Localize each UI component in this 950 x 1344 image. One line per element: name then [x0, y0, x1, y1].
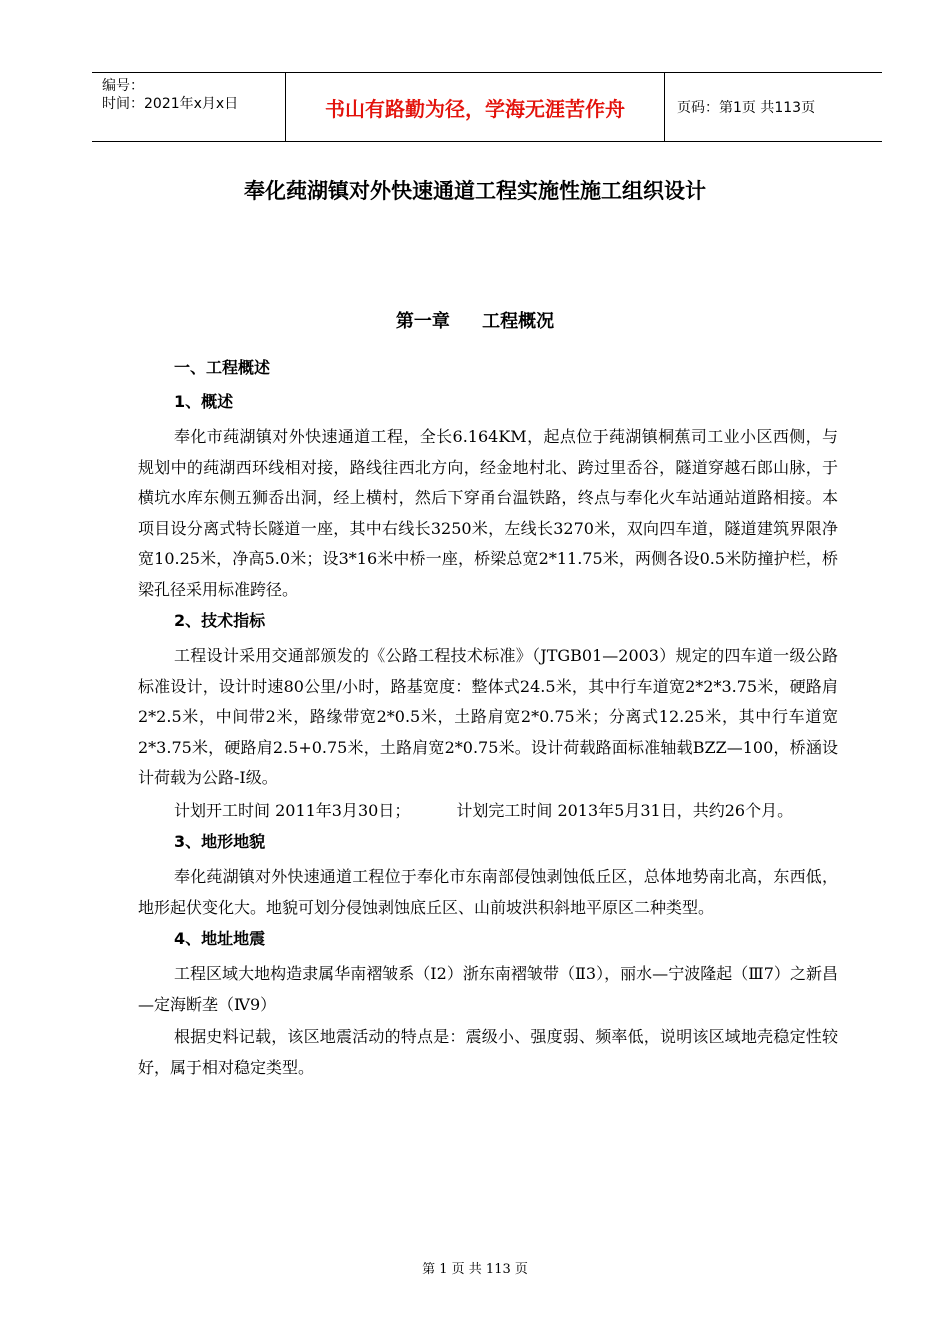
- doc-time: 时间：2021年x月x日: [102, 96, 239, 112]
- page-header: [92, 72, 882, 142]
- paragraph-terrain: 奉化莼湖镇对外快速通道工程位于奉化市东南部侵蚀剥蚀低丘区，总体地势南北高，东西低，地形起伏变化大。地貌可划分侵蚀剥蚀底丘区、山前坡洪积斜地平原区二种类型。: [138, 867, 838, 917]
- chapter-number: 第一章: [395, 311, 450, 332]
- doc-number-label: 编号：: [102, 78, 144, 94]
- subsection-heading: 4、地址地震: [174, 929, 266, 948]
- paragraph-seismic: 根据史料记载，该区地震活动的特点是：震级小、强度弱、频率低，说明该区域地壳稳定性较好，属于相对稳定类型。: [138, 1027, 838, 1077]
- section-heading: 一、工程概述: [174, 358, 271, 377]
- paragraph-overview: 奉化市莼湖镇对外快速通道工程，全长6.164KM，起点位于莼湖镇桐蕉司工业小区西侧，与规划中的莼湖西环线相对接，路线往西北方向，经金地村北、跨过里岙谷，隧道穿越石郎山脉，于横坑水库东侧五狮岙出洞，经上横村，然后下穿甬台温铁路，终点与奉化火车站通站道路相接。本项目设分离式特长隧道一座，其中右线长3250米，左线长3270米，双向四车道，隧道建筑界限净宽10.25米，净高5.0米；设3*16米中桥一座，桥梁总宽2*11.75米，两侧各设0.5米防撞护栏，桥梁孔径采用标准跨径。: [138, 427, 838, 599]
- body-content: [138, 354, 838, 1085]
- subsection-heading: 3、地形地貌: [174, 832, 266, 851]
- header-meta: [92, 73, 285, 141]
- subsection-heading: 2、技术指标: [174, 611, 266, 630]
- subsection-heading: 1、概述: [174, 392, 234, 411]
- paragraph-tech-specs: 工程设计采用交通部颁发的《公路工程技术标准》（JTGB01—2003）规定的四车道一级公路标准设计，设计时速80公里/小时，路基宽度：整体式24.5米，其中行车道宽2*2*3.75米，硬路肩2*2.5米，中间带2米，路缘带宽2*0.5米，土路肩宽2*0.75米；分离式12.25米，其中行车道宽2*3.75米，硬路肩2.5+0.75米，土路肩宽2*0.75米。设计荷载路面标准轴载BZZ—100，桥涵设计荷载为公路-Ⅰ级。: [138, 646, 838, 787]
- chapter-heading: [0, 307, 950, 333]
- document-title: 奉化莼湖镇对外快速通道工程实施性施工组织设计: [244, 179, 706, 203]
- paragraph-geology: 工程区域大地构造隶属华南褶皱系（Ⅰ2）浙东南褶皱带（Ⅱ3），丽水—宁波隆起（Ⅲ7）之新昌—定海断垄（Ⅳ9）: [138, 964, 838, 1014]
- schedule-start: 计划开工时间 2011年3月30日；: [174, 800, 411, 820]
- chapter-name: 工程概况: [482, 311, 555, 332]
- paragraph-schedule: [138, 796, 838, 827]
- header-page-info: 页码：第1页 共113页: [677, 100, 816, 116]
- header-motto: 书山有路勤为径，学海无涯苦作舟: [285, 73, 665, 141]
- page-footer: 第 1 页 共 113 页: [422, 1262, 528, 1277]
- schedule-end: 计划完工时间 2013年5月31日，共约26个月。: [456, 800, 794, 820]
